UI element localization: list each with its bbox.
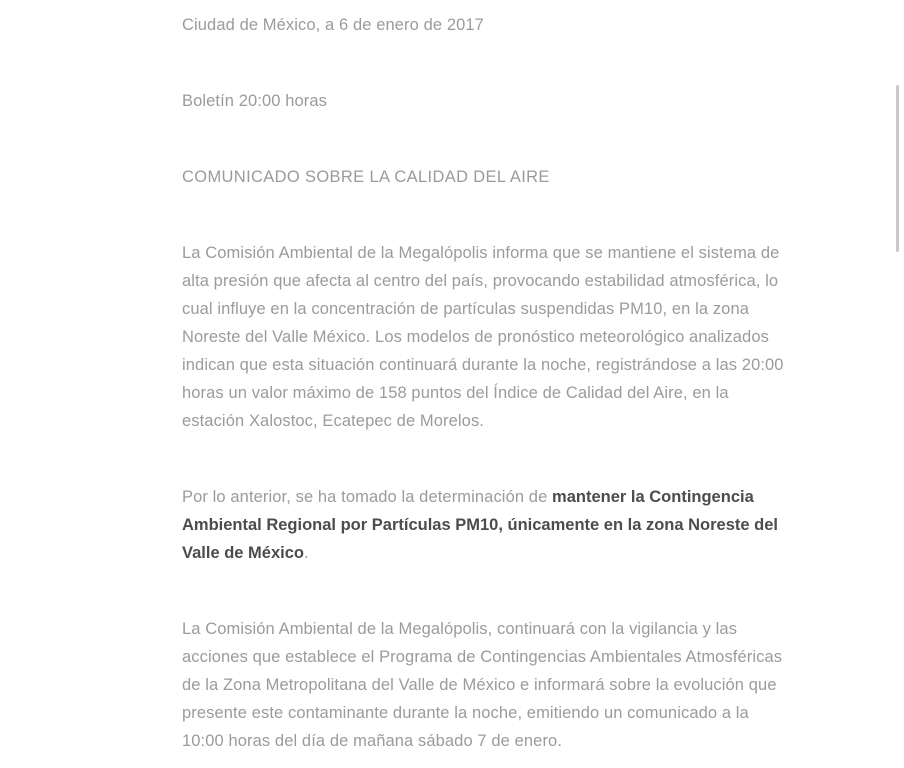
- paragraph-situation: La Comisión Ambiental de la Megalópolis informa que se mantiene el sistema de alta presión que afecta al centro del país, provocando estabilidad atmosférica, lo cual influye en la concentración de partículas suspendidas PM10, en la zona Noreste del Valle México. Los modelos de pronóstico meteorológico analizados indican que esta situación continuará durante la noche, registrándose a las 20:00 horas un valor máximo de 158 puntos del Índice de Calidad del Aire, en la estación Xalostoc, Ecatepec de Morelos.: [182, 244, 784, 430]
- paragraph-followup: La Comisión Ambiental de la Megalópolis, continuará con la vigilancia y las acciones que establece el Programa de Contingencias Ambientales Atmosféricas de la Zona Metropolitana del Valle de México e informará sobre la evolución que presente este contaminante durante la noche, emitiendo un comunicado a la 10:00 horas del día de mañana sábado 7 de enero.: [182, 620, 783, 750]
- vertical-scrollbar-track[interactable]: [889, 0, 904, 768]
- dateline: Ciudad de México, a 6 de enero de 2017: [182, 16, 484, 34]
- page-title: COMUNICADO SOBRE LA CALIDAD DEL AIRE: [182, 168, 550, 186]
- paragraph-determination: [182, 483, 784, 567]
- determination-lead-text: Por lo anterior, se ha tomado la determinación de: [182, 488, 553, 506]
- bulletin-time: Boletín 20:00 horas: [182, 92, 328, 110]
- determination-tail-text: .: [303, 544, 309, 562]
- content-column: [182, 0, 784, 755]
- determination-emphasis-text: mantener la Contingencia Ambiental Regional por Partículas PM10, únicamente en la zona Noreste del Valle de México: [182, 488, 778, 562]
- vertical-scrollbar-thumb[interactable]: [896, 85, 899, 252]
